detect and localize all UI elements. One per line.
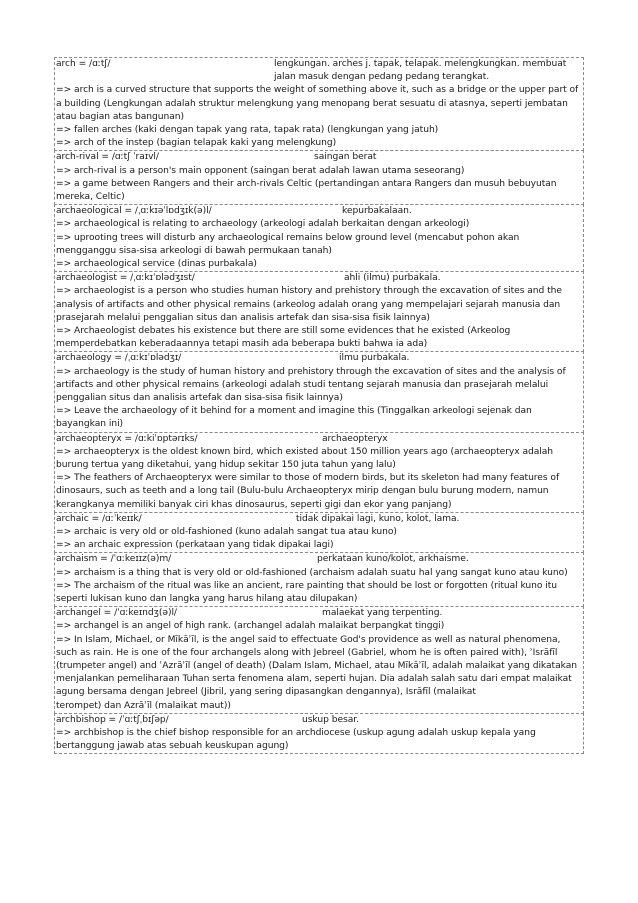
entry-arch	[54, 57, 584, 151]
entry-term: archaism = /ˈɑːkeɪɪz(ə)m/	[56, 554, 172, 565]
entry-line: => archaeological service (dinas purbakala)	[56, 259, 257, 269]
entry-meaning: tidak dipakai lagi, kuno, kolot, lama.	[296, 513, 460, 524]
dictionary-page	[54, 58, 584, 754]
entry-head	[56, 513, 581, 526]
entry-meaning: perkataan kuno/kolot, arkhaisme.	[317, 554, 469, 565]
entry-archaic	[54, 512, 584, 554]
entry-line: terompet) dan Azrāʾīl (malaikat maut))	[56, 700, 231, 711]
entry-term: archaeopteryx = /ɑːkiˈɒptərɪks/	[56, 433, 198, 444]
entry-term: archangel = /ˈɑːkeɪndʒ(ə)l/	[56, 608, 177, 619]
entry-archaeologist	[54, 271, 584, 352]
entry-head	[56, 553, 581, 566]
entry-line: => arch is a curved structure that supports the weight of something above it, such as a bridge or the upper part of a building (Lengkungan adalah struktur melengkung yang menopang berat sesuatu di atasnya, seperti jembatan atau bagian atas bangunan)	[56, 85, 579, 122]
entry-term: arch-rival = /ɑːtʃ ˈraɪvl/	[56, 152, 159, 163]
entry-term: archaeological = /ˌɑːkɪəˈlɒdʒɪk(ə)l/	[56, 206, 212, 217]
entry-line: => archaic is very old or old-fashioned (kuno adalah sangat tua atau kuno)	[56, 527, 397, 537]
entry-archaeological	[54, 204, 584, 272]
entry-line: => arch-rival is a person's main opponent (saingan berat adalah lawan utama seseorang)	[56, 165, 465, 176]
entry-head	[56, 352, 581, 365]
entry-line: => uprooting trees will disturb any archaeological remains below ground level (mencabut pohon akan mengganggu sisa-sisa arkeologi di bawah permukaan tanah)	[56, 232, 520, 256]
entry-arch-rival	[54, 150, 584, 205]
entry-line: => archangel is an angel of high rank. (archangel adalah malaikat berpangkat tinggi)	[56, 621, 445, 632]
entry-term: archaeology = /ˌɑːkɪˈɒlədʒɪ/	[56, 353, 182, 364]
entry-line: => a game between Rangers and their arch-rivals Celtic (pertandingan antara Rangers dan musuh bebuyutan mereka, Celtic)	[56, 178, 557, 202]
entry-archaeopteryx	[54, 432, 584, 513]
entry-line: => archaism is a thing that is very old or old-fashioned (archaism adalah suatu hal yang sangat kuno atau kuno)	[56, 567, 568, 578]
entry-meaning: kepurbakalaan.	[342, 206, 412, 217]
entry-line: => archbishop is the chief bishop responsible for an archdiocese (uskup agung adalah uskup kepala yang bertanggung jawab atas sebuah keuskupan agung)	[56, 728, 536, 752]
entry-line: => an archaic expression (perkataan yang tidak dipakai lagi)	[56, 540, 334, 551]
entry-meaning: lengkungan. arches j. tapak, telapak. melengkungkan. membuat jalan masuk dengan pedang pedang terangkat.	[274, 59, 567, 83]
entry-head	[56, 607, 581, 620]
entry-head	[56, 205, 581, 218]
entry-archaeology	[54, 351, 584, 432]
entry-line: => The archaism of the ritual was like an ancient, rare painting that should be lost or forgotten (ritual kuno itu seperti lukisan kuno dan langka yang harus hilang atau dilupakan)	[56, 580, 558, 604]
entry-head	[56, 272, 581, 285]
entry-meaning: archaeopteryx	[322, 433, 388, 444]
entry-head	[56, 714, 581, 727]
entry-head	[56, 433, 581, 446]
entry-head	[56, 151, 581, 164]
entry-line: => archaeopteryx is the oldest known bird, which existed about 150 million years ago (archaeopteryx adalah burung tertua yang diketahui, yang hidup sekitar 150 juta tahun yang lalu)	[56, 446, 554, 470]
entry-line: => The feathers of Archaeopteryx were similar to those of modern birds, but its skeleton had many features of dinosaurs, such as teeth and a long tail (Bulu-bulu Archaeopteryx mirip dengan bulu burung modern, namun kerangkanya memiliki banyak ciri khas dinosaurus, seperti gigi dan ekor yang panjang)	[56, 473, 560, 510]
entry-line: => archaeologist is a person who studies human history and prehistory through the excavation of sites and the analysis of artifacts and other physical remains (arkeolog adalah orang yang mempelajari sejarah manusia dan prasejarah melalui penggalian situs dan analisis artefak dan sisa-sisa fisik lainnya)	[56, 286, 562, 323]
entry-line: => archaeology is the study of human history and prehistory through the excavation of sites and the analysis of artifacts and other physical remains (arkeologi adalah studi tentang sejarah manusia dan prasejarah melalui penggalian situs dan analisis artefak dan sisa-sisa fisik lainnya)	[56, 366, 566, 403]
entry-archaism	[54, 552, 584, 607]
entry-meaning: uskup besar.	[302, 714, 359, 725]
entry-term: archaic = /ɑːˈkeɪɪk/	[56, 513, 142, 524]
entry-term: archaeologist = /ˌɑːkɪˈɒlədʒɪst/	[56, 273, 195, 284]
entry-head	[56, 58, 581, 84]
entry-line: => archaeological is relating to archaeology (arkeologi adalah berkaitan dengan arkeologi)	[56, 219, 470, 230]
entry-term: archbishop = /ˈɑːtʃˌbɪʃəp/	[56, 714, 169, 725]
entry-archbishop	[54, 713, 584, 755]
entry-line: => Leave the archaeology of it behind for a moment and imagine this (Tinggalkan arkeologi sejenak dan bayangkan ini)	[56, 406, 532, 430]
entry-term: arch = /ɑːtʃ/	[56, 59, 111, 69]
entry-line: => arch of the instep (bagian telapak kaki yang melengkung)	[56, 138, 337, 149]
entry-meaning: malaekat yang terpenting.	[322, 608, 443, 619]
entry-line: => Archaeologist debates his existence but there are still some evidences that he existed (Arkeolog memperdebatkan keberadaannya tetapi masih ada beberapa bukti bahwa ia ada)	[56, 326, 511, 350]
entry-line: => fallen arches (kaki dengan tapak yang rata, tapak rata) (lengkungan yang jatuh)	[56, 125, 439, 135]
entry-line: => In Islam, Michael, or Mīkāʾīl, is the angel said to effectuate God's providence as well as natural phenomena, such as rain. He is one of the four archangels along with Jebreel (Gabriel, whom he is often paired with), ʾIsrāfīl (trumpeter angel) and ʿAzrāʾīl (angel of death) (Dalam Islam, Michael, atau Mīkāʾīl, adalah malaikat yang dikatakan menjalankan pemeliharaan Tuhan serta fenomena alam, seperti hujan. Dia adalah salah satu dari empat malaikat agung bersama dengan Jebreel (Jibril, yang sering dipasangkan dengannya), Isrāfīl (malaikat	[56, 634, 577, 698]
entry-archangel	[54, 606, 584, 714]
entry-meaning: ilmu purbakala.	[339, 353, 410, 364]
entry-meaning: ahli (ilmu) purbakala.	[344, 273, 441, 284]
entry-meaning: saingan berat	[314, 152, 377, 163]
